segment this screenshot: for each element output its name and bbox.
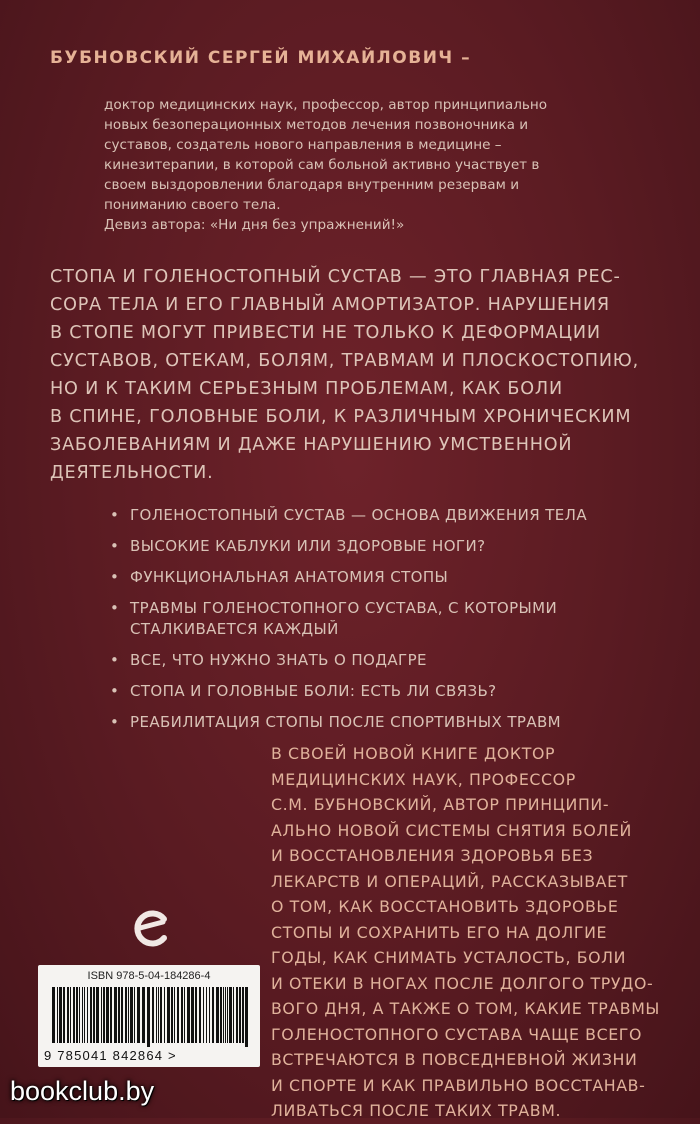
author-bio-line: новых безоперационных методов лечения позвоночника и (104, 117, 529, 133)
bullet-marker: • (110, 682, 120, 700)
isbn-number: ISBN 978-5-04-184286-4 (87, 970, 211, 982)
list-item-text: РЕАБИЛИТАЦИЯ СТОПЫ ПОСЛЕ СПОРТИВНЫХ ТРАВМ (130, 713, 562, 731)
description-line: В СВОЕЙ НОВОЙ КНИГЕ ДОКТОР (271, 744, 556, 763)
barcode-digits: 9 785041 842864 > (44, 1048, 177, 1063)
watermark: bookclub.by (10, 1076, 155, 1106)
author-bio-line: пониманию своего тела. (104, 197, 281, 213)
description-line: СТОПЫ И СОХРАНИТЬ ЕГО НА ДОЛГИЕ (271, 922, 608, 942)
list-item-text: ВЫСОКИЕ КАБЛУКИ ИЛИ ЗДОРОВЫЕ НОГИ? (130, 537, 486, 555)
list-item-text: ТРАВМЫ ГОЛЕНОСТОПНОГО СУСТАВА, С КОТОРЫМИ (130, 599, 558, 617)
list-item (108, 505, 688, 526)
description-line: ЛИВАТЬСЯ ПОСЛЕ ТАКИХ ТРАВМ. (271, 1101, 562, 1120)
barcode-block (38, 965, 260, 1067)
list-item-text: ФУНКЦИОНАЛЬНАЯ АНАТОМИЯ СТОПЫ (130, 568, 449, 586)
description-line: ГОЛЕНОСТОПНОГО СУСТАВА ЧАЩЕ ВСЕГО (271, 1024, 643, 1044)
list-item-text: СТОПА И ГОЛОВНЫЕ БОЛИ: ЕСТЬ ЛИ СВЯЗЬ? (130, 682, 497, 700)
list-item (108, 567, 688, 588)
author-bio (104, 95, 664, 235)
list-item-text: ВСЕ, ЧТО НУЖНО ЗНАТЬ О ПОДАГРЕ (130, 651, 427, 669)
list-item-text: ГОЛЕНОСТОПНЫЙ СУСТАВ — ОСНОВА ДВИЖЕНИЯ ТЕЛА (130, 506, 587, 524)
author-bio-line: своем выздоровлении благодаря внутренним резервам и (104, 177, 520, 193)
list-item (108, 681, 688, 702)
bullet-marker: • (110, 568, 120, 586)
list-item (108, 712, 688, 733)
author-bio-line: суставов, создатель нового направления в медицине – (104, 137, 502, 153)
chapter-highlights-list (108, 505, 688, 743)
description-line: ВСТРЕЧАЮТСЯ В ПОВСЕДНЕВНОЙ ЖИЗНИ (271, 1050, 638, 1069)
eksmo-logo-icon (130, 905, 172, 951)
list-item-text: СТАЛКИВАЕТСЯ КАЖДЫЙ (130, 620, 339, 638)
lead-line: СТОПА И ГОЛЕНОСТОПНЫЙ СУСТАВ — ЭТО ГЛАВНАЯ РЕС- (50, 267, 621, 287)
description-line: С.М. БУБНОВСКИЙ, АВТОР ПРИНЦИПИ- (271, 795, 610, 814)
description-line: И ВОССТАНОВЛЕНИЯ ЗДОРОВЬЯ БЕЗ (271, 846, 594, 865)
author-bio-text (104, 95, 664, 215)
book-description (271, 741, 691, 1124)
bullet-marker: • (110, 713, 120, 731)
description-line: И СПОРТЕ И КАК ПРАВИЛЬНО ВОССТАНАВ- (271, 1075, 646, 1095)
description-line: АЛЬНО НОВОЙ СИСТЕМЫ СНЯТИЯ БОЛЕЙ (271, 820, 632, 840)
lead-paragraph (50, 263, 670, 487)
author-bio-line: доктор медицинских наук, профессор, автор принципиально (104, 97, 548, 113)
lead-line: В СПИНЕ, ГОЛОВНЫЕ БОЛИ, К РАЗЛИЧНЫМ ХРОНИЧЕСКИМ (50, 407, 632, 427)
description-line: О ТОМ, КАК ВОССТАНОВИТЬ ЗДОРОВЬЕ (271, 897, 619, 916)
bullet-marker: • (110, 506, 120, 524)
list-item (108, 598, 688, 640)
lead-line: ЗАБОЛЕВАНИЯМ И ДАЖЕ НАРУШЕНИЮ УМСТВЕННОЙ (50, 435, 573, 455)
list-item (108, 536, 688, 557)
author-name: БУБНОВСКИЙ СЕРГЕЙ МИХАЙЛОВИЧ – (50, 48, 472, 68)
lead-line: НО И К ТАКИМ СЕРЬЕЗНЫМ ПРОБЛЕМАМ, КАК БОЛИ (50, 379, 563, 399)
bullet-marker: • (110, 651, 120, 669)
description-line: ГОДЫ, КАК СНИМАТЬ УСТАЛОСТЬ, БОЛИ (271, 948, 627, 967)
lead-line: СУСТАВОВ, ОТЕКАМ, БОЛЯМ, ТРАВМАМ И ПЛОСКОСТОПИЮ, (50, 351, 639, 371)
lead-line: В СТОПЕ МОГУТ ПРИВЕСТИ НЕ ТОЛЬКО К ДЕФОРМАЦИИ (50, 323, 601, 343)
lead-line: СОРА ТЕЛА И ЕГО ГЛАВНЫЙ АМОРТИЗАТОР. НАРУШЕНИЯ (50, 295, 610, 315)
description-line: И ОТЕКИ В НОГАХ ПОСЛЕ ДОЛГОГО ТРУДО- (271, 973, 654, 993)
bullet-marker: • (110, 599, 120, 617)
barcode-icon (48, 987, 250, 1047)
bullet-marker: • (110, 537, 120, 555)
description-line: МЕДИЦИНСКИХ НАУК, ПРОФЕССОР (271, 769, 576, 789)
author-motto: Девиз автора: «Ни дня без упражнений!» (104, 217, 405, 233)
description-line: ВОГО ДНЯ, А ТАКЖЕ О ТОМ, КАКИЕ ТРАВМЫ (271, 999, 660, 1018)
lead-line: ДЕЯТЕЛЬНОСТИ. (50, 463, 214, 483)
description-line: ЛЕКАРСТВ И ОПЕРАЦИЙ, РАССКАЗЫВАЕТ (271, 871, 628, 891)
author-bio-line: кинезитерапии, в которой сам больной активно участвует в (104, 157, 540, 173)
list-item (108, 650, 688, 671)
